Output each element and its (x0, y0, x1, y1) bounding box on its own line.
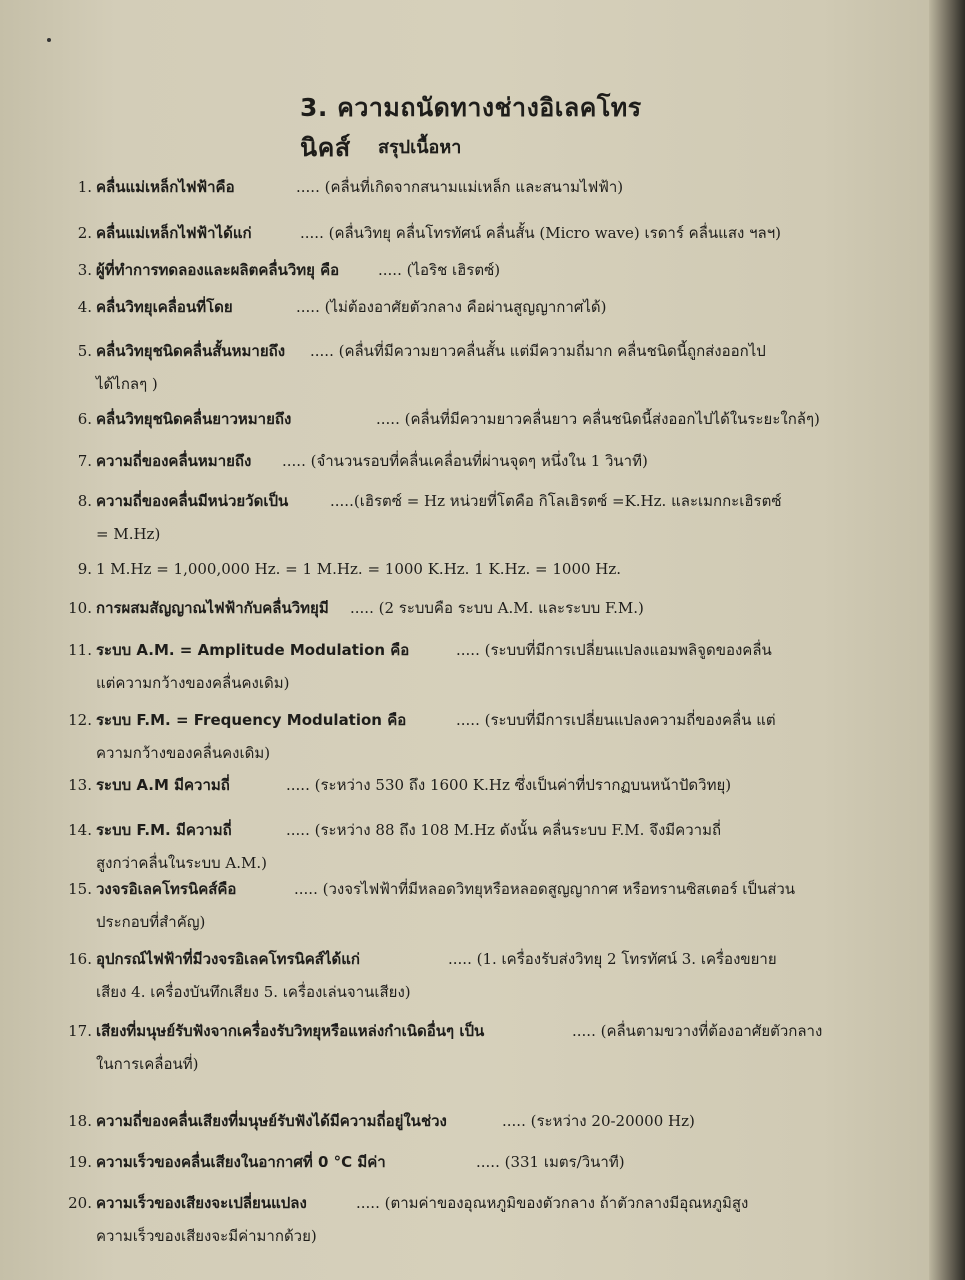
item-answer: ..... (ระบบที่มีการเปลี่ยนแปลงแอมพลิจูดของคลื่น (456, 641, 772, 659)
item-question: ความถี่ของคลื่นหมายถึง (96, 452, 252, 470)
item-number: 10. (68, 599, 92, 617)
ink-speck (47, 38, 51, 42)
page-subtitle: สรุปเนื้อหา (378, 137, 462, 158)
item-number: 19. (68, 1153, 92, 1171)
item-number: 16. (68, 950, 92, 968)
item-answer: ..... (ระหว่าง 530 ถึง 1600 K.Hz ซึ่งเป็นค่าที่ปรากฏบนหน้าปัดวิทยุ) (286, 776, 732, 794)
item-answer: ..... (คลื่นที่มีความยาวคลื่นสั้น แต่มีความถี่มาก คลื่นชนิดนี้ถูกส่งออกไป (310, 342, 766, 360)
item-answer: ..... (คลื่นตามขวางที่ต้องอาศัยตัวกลาง (572, 1022, 823, 1040)
item-answer: 1 M.Hz = 1,000,000 Hz. = 1 M.Hz. = 1000 K.Hz. 1 K.Hz. = 1000 Hz. (96, 560, 622, 578)
item-question: เสียงที่มนุษย์รับฟังจากเครื่องรับวิทยุหรือแหล่งกำเนิดอื่นๆ เป็น (96, 1022, 485, 1040)
item-question: ผู้ที่ทำการทดลองและผลิตคลื่นวิทยุ คือ (96, 261, 340, 279)
item-answer: ..... (331 เมตร/วินาที) (476, 1153, 625, 1171)
item-answer-continuation: ความกว้างของคลื่นคงเดิม) (96, 744, 271, 762)
item-answer-continuation: ความเร็วของเสียงจะมีค่ามากด้วย) (96, 1227, 317, 1245)
item-answer-continuation: = M.Hz) (96, 525, 161, 543)
item-answer-continuation: ประกอบที่สำคัญ) (96, 913, 206, 931)
item-number: 14. (68, 821, 92, 839)
item-question: ความเร็วของคลื่นเสียงในอากาศที่ 0 °C มีค่า (96, 1153, 386, 1171)
item-number: 15. (68, 880, 92, 898)
item-answer: ..... (ตามค่าของอุณหภูมิของตัวกลาง ถ้าตัวกลางมีอุณหภูมิสูง (356, 1194, 749, 1212)
item-number: 12. (68, 711, 92, 729)
item-number: 2. (77, 224, 92, 242)
item-question: ความถี่ของคลื่นเสียงที่มนุษย์รับฟังได้มีความถี่อยู่ในช่วง (96, 1112, 447, 1130)
item-answer-continuation: ในการเคลื่อนที่) (96, 1055, 199, 1073)
item-number: 11. (68, 641, 92, 659)
item-question: ความถี่ของคลื่นมีหน่วยวัดเป็น (96, 492, 289, 510)
item-answer: ..... (คลื่นที่มีความยาวคลื่นยาว คลื่นชนิดนี้ส่งออกไปได้ในระยะใกล้ๆ) (376, 410, 820, 428)
item-answer: ..... (2 ระบบคือ ระบบ A.M. และระบบ F.M.) (350, 599, 644, 617)
item-question: อุปกรณ์ไฟฟ้าที่มีวงจรอิเลคโทรนิคส์ได้แก่ (96, 950, 361, 968)
item-question: วงจรอิเลคโทรนิคส์คือ (96, 880, 237, 898)
item-number: 5. (77, 342, 92, 360)
item-number: 17. (68, 1022, 92, 1040)
page-title: 3. ความถนัดทางช่างอิเลคโทรนิคส์ (300, 93, 642, 162)
item-number: 7. (77, 452, 92, 470)
item-question: ระบบ A.M. = Amplitude Modulation คือ (96, 641, 410, 659)
item-answer: ..... (คลื่นที่เกิดจากสนามแม่เหล็ก และสนามไฟฟ้า) (296, 178, 624, 196)
page-gutter-shadow (929, 0, 965, 1280)
item-question: ระบบ A.M มีความถี่ (96, 776, 230, 794)
item-question: ระบบ F.M. มีความถี่ (96, 821, 232, 839)
item-number: 3. (77, 261, 92, 279)
item-answer: .....(เฮิรตซ์ = Hz หน่วยที่โตคือ กิโลเฮิรตซ์ =K.Hz. และเมกกะเฮิรตซ์ (330, 492, 782, 510)
item-answer-continuation: สูงกว่าคลื่นในระบบ A.M.) (96, 854, 267, 872)
item-question: คลื่นวิทยุชนิดคลื่นยาวหมายถึง (96, 410, 292, 428)
item-question: คลื่นวิทยุชนิดคลื่นสั้นหมายถึง (96, 342, 286, 360)
item-answer-continuation: เสียง 4. เครื่องบันทึกเสียง 5. เครื่องเล่นจานเสียง) (96, 983, 411, 1001)
item-answer: ..... (1. เครื่องรับส่งวิทยุ 2 โทรทัศน์ 3. เครื่องขยาย (448, 950, 777, 968)
item-number: 18. (68, 1112, 92, 1130)
item-question: ระบบ F.M. = Frequency Modulation คือ (96, 711, 407, 729)
item-answer: ..... (คลื่นวิทยุ คลื่นโทรทัศน์ คลื่นสั้น (Micro wave) เรดาร์ คลื่นแสง ฯลฯ) (300, 224, 781, 242)
item-question: คลื่นแม่เหล็กไฟฟ้าได้แก่ (96, 224, 252, 242)
item-answer-continuation: แต่ความกว้างของคลื่นคงเดิม) (96, 674, 290, 692)
item-question: ความเร็วของเสียงจะเปลี่ยนแปลง (96, 1194, 307, 1212)
item-answer: ..... (ระบบที่มีการเปลี่ยนแปลงความถี่ของคลื่น แต่ (456, 711, 776, 729)
item-answer: ..... (ระหว่าง 88 ถึง 108 M.Hz ดังนั้น คลื่นระบบ F.M. จึงมีความถี่ (286, 821, 722, 839)
item-number: 4. (77, 298, 92, 316)
item-number: 13. (68, 776, 92, 794)
item-number: 6. (77, 410, 92, 428)
item-answer: ..... (วงจรไฟฟ้าที่มีหลอดวิทยุหรือหลอดสูญญากาศ หรือทรานซิสเตอร์ เป็นส่วน (294, 880, 796, 898)
item-number: 1. (77, 178, 92, 196)
item-question: การผสมสัญญาณไฟฟ้ากับคลื่นวิทยุมี (96, 599, 329, 617)
item-number: 8. (77, 492, 92, 510)
item-answer: ..... (ระหว่าง 20-20000 Hz) (502, 1112, 695, 1130)
item-number: 20. (68, 1194, 92, 1212)
item-answer: ..... (จำนวนรอบที่คลื่นเคลื่อนที่ผ่านจุดๆ หนึ่งใน 1 วินาที) (282, 452, 648, 470)
item-answer: ..... (ไม่ต้องอาศัยตัวกลาง คือผ่านสูญญากาศได้) (296, 298, 607, 316)
item-answer: ..... (ไอริช เฮิรตซ์) (378, 261, 501, 279)
item-answer-continuation: ได้ไกลๆ ) (96, 375, 158, 393)
item-question: คลื่นวิทยุเคลื่อนที่โดย (96, 298, 233, 316)
item-number: 9. (77, 560, 92, 578)
item-question: คลื่นแม่เหล็กไฟฟ้าคือ (96, 178, 235, 196)
